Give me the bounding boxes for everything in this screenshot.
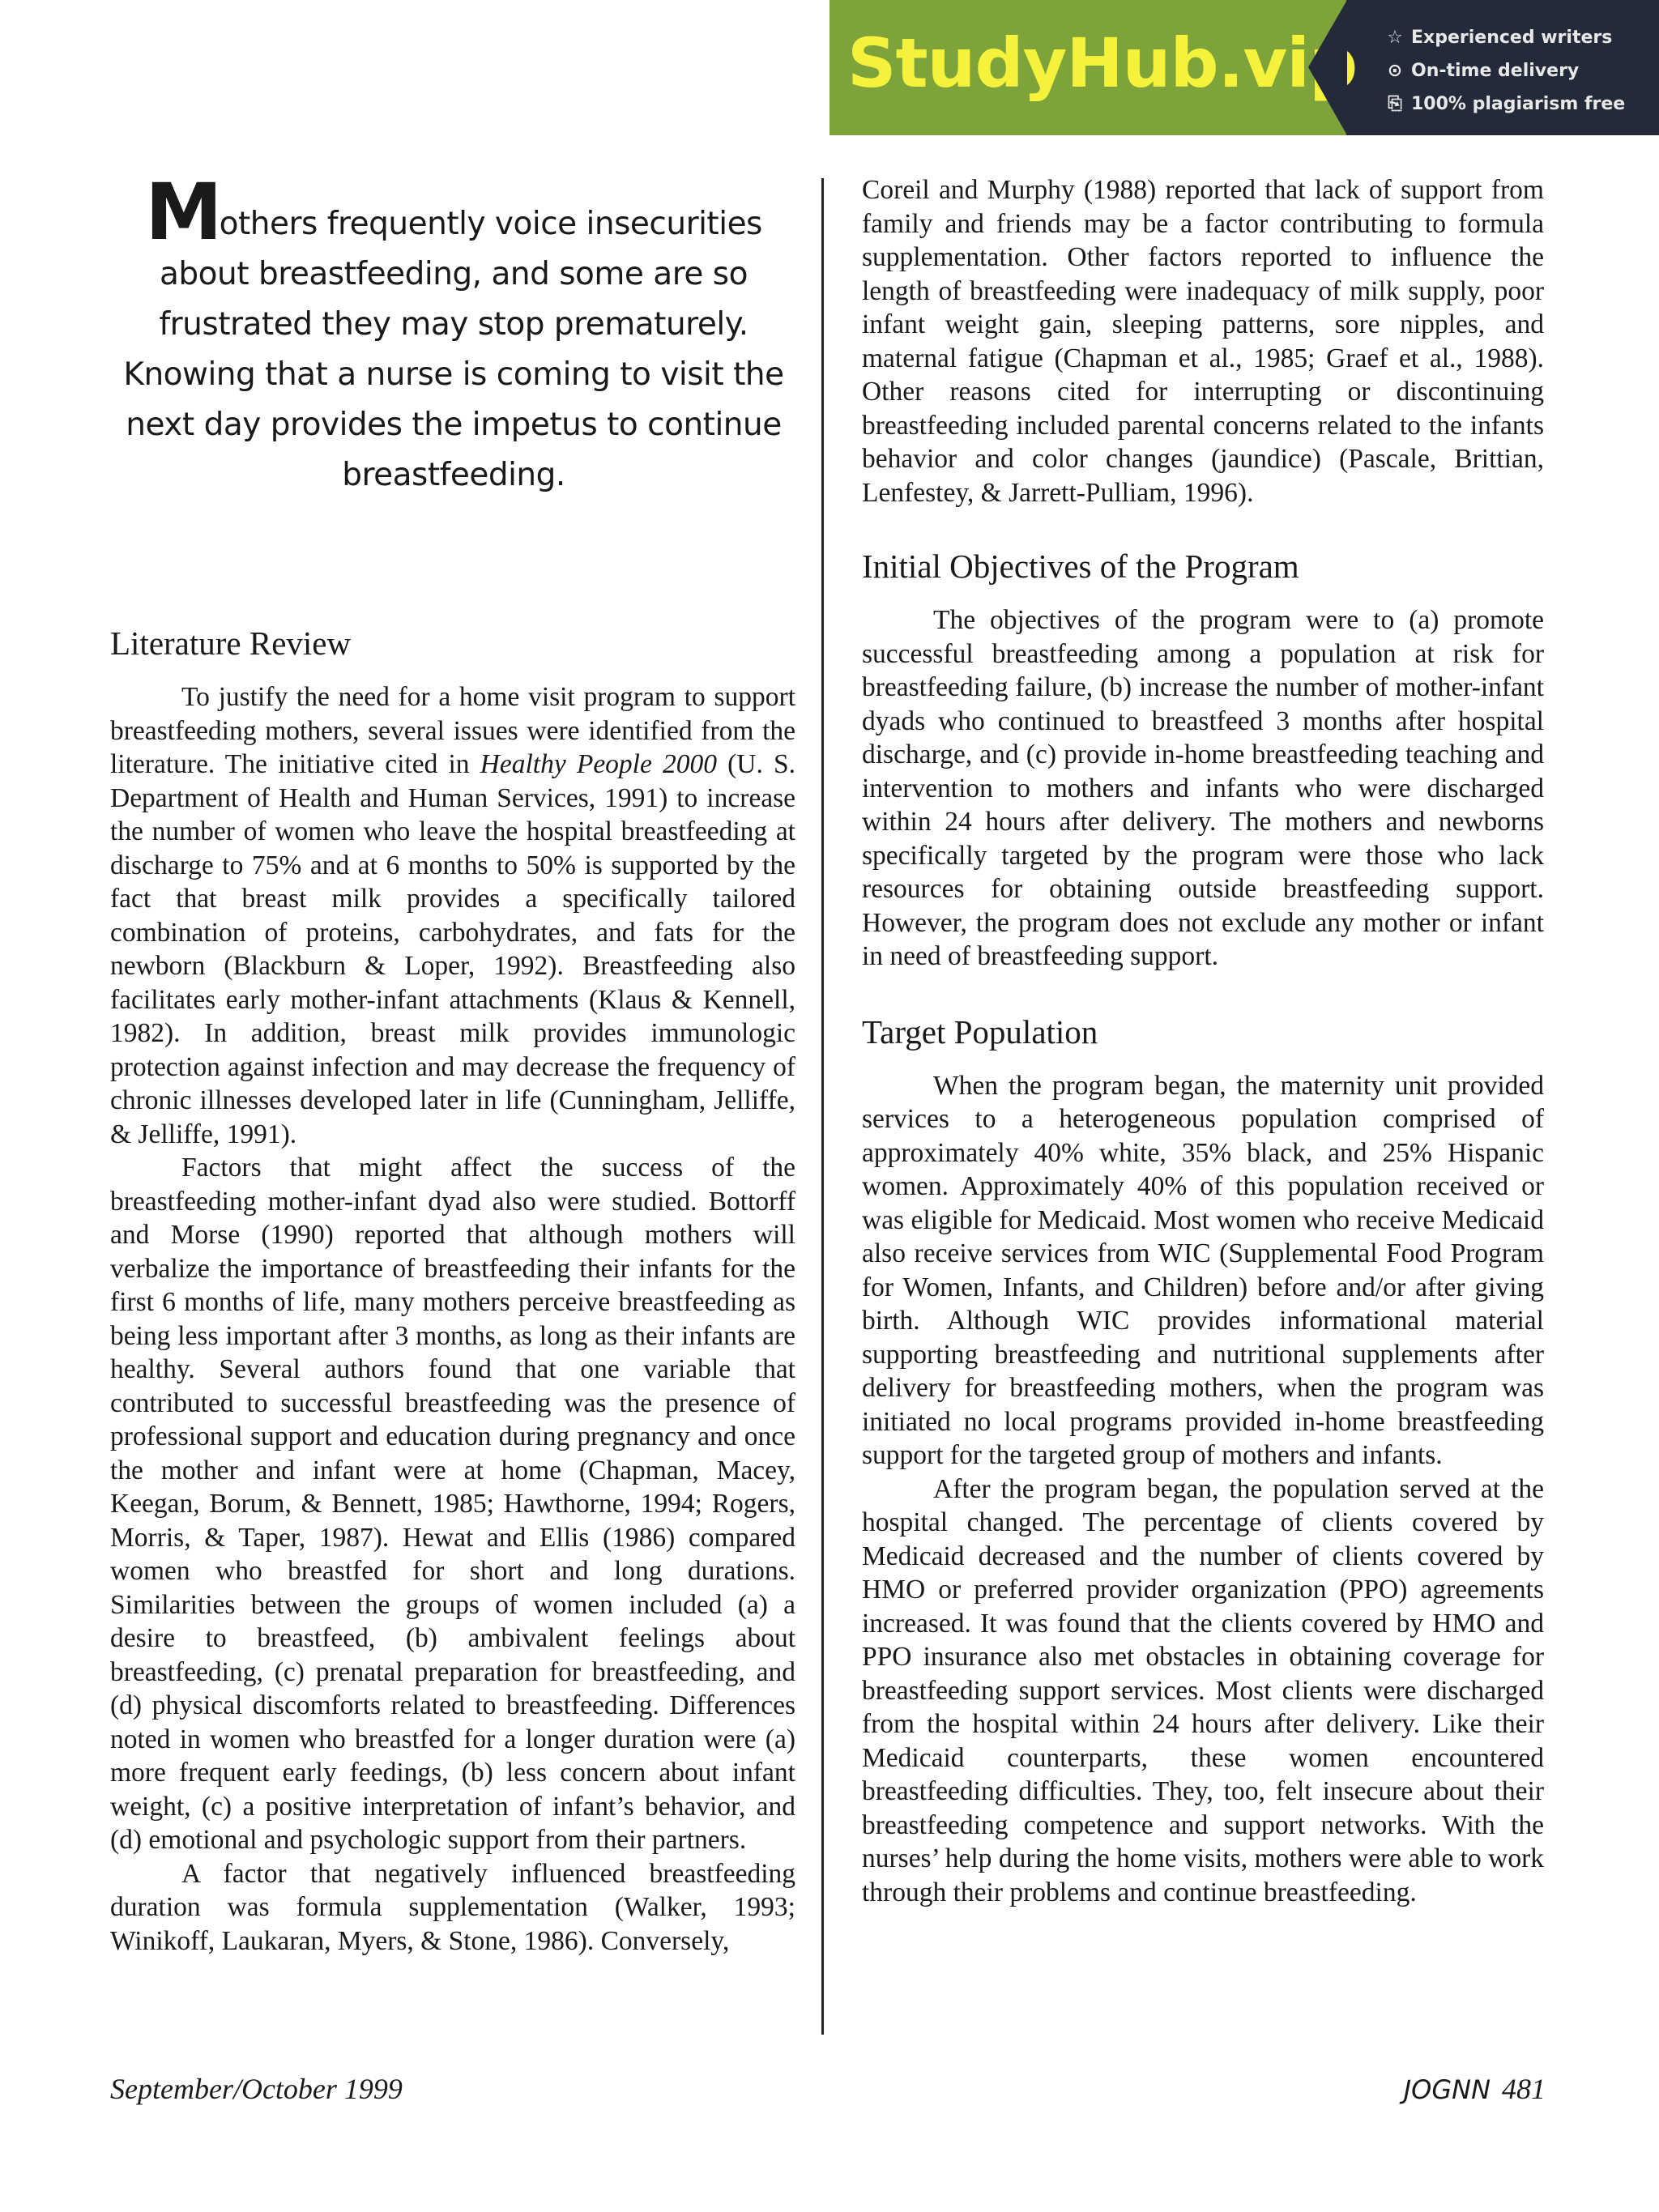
paragraph-text: (U. S. Department of Health and Human Services, 1991) to increase the number of women who leave the hospital breastfeeding at discharge to 75% and at 6 months to 50% is supported by the fact that breast milk provides a specifically tailored combination of proteins, carbohydrates, and fats for the newborn (Blackburn & Loper, 1992). Breastfeeding also facilitates early mother-infant attachments (Klaus & Kennell, 1982). In addition, breast milk provides immunologic protection against infection and may decrease the frequency of chronic illnesses developed later in life (Cunningham, Jelliffe, & Jelliffe, 1991). [110,749,795,1149]
section-heading-literature-review: Literature Review [110,624,352,662]
footer-date: September/October 1999 [110,2073,403,2105]
paragraph: After the program began, the population served at the hospital changed. The percentage of clients covered by Medicaid decreased and the number of clients covered by HMO or preferred provider organization (PPO) agreements increased. It was found that the clients covered by HMO and PPO insurance also met obstacles in obtaining coverage for breastfeeding support services. Most clients were discharged from the hospital within 24 hours after delivery. Like their Medicaid counterparts, these women encountered breastfeeding difficulties. They, too, felt insecure about their breastfeeding competence and support networks. With the nurses’ help during the home visits, mothers were able to work through their problems and continue breastfeeding. [862,1473,1544,1907]
page-number: 481 [1502,2073,1546,2105]
feature-row [1385,21,1659,54]
paragraph [110,680,795,1151]
feature-label: On-time delivery [1411,61,1580,81]
journal-name: JOGNN [1403,2074,1491,2105]
document-icon: ⎘ [1388,94,1402,114]
feature-label: 100% plagiarism free [1411,94,1626,114]
paragraph-text: To justify the need for a home visit program to support breastfeeding mothers, several issues were identified from the literature. The initiative cited in [110,682,795,779]
footer-page-info [1404,2072,1546,2106]
paragraph: A factor that negatively influenced breastfeeding duration was formula supplementation (Walker, 1993; Winikoff, Laukaran, Myers, & Stone, 1986). Conversely, [110,1858,795,1956]
cited-title: Healthy People 2000 [480,749,717,779]
drop-cap: M [145,167,220,258]
banner-features [1346,0,1659,135]
paragraph: When the program began, the maternity unit provided services to a heterogeneous population comprised of approximately 40% white, 35% black, and 25% Hispanic women. Approximately 40% of this population received or was eligible for Medicaid. Most women who receive Medicaid also receive services from WIC (Supplemental Food Program for Women, Infants, and Children) before and/or after giving birth. Although WIC provides informational material supporting breastfeeding and nutritional supplements after delivery for breastfeeding mothers, when the program was initiated no local programs provided in-home breastfeeding support for the targeted group of mothers and infants. [862,1070,1544,1470]
banner-brand-panel[interactable] [830,0,1358,135]
right-column [862,173,1544,1909]
section-heading-objectives: Initial Objectives of the Program [862,548,1299,585]
brand-logo[interactable]: StudyHub.vip [847,23,1358,103]
ad-banner[interactable] [830,0,1659,135]
pull-quote-text: others frequently voice insecurities about breastfeeding, and some are so frustrated they may stop prematurely. Knowing that a nurse is coming to visit the next day provides the impetus to continue breastfeeding. [123,206,784,493]
banner-arrow-shape [1308,0,1347,135]
feature-label: Experienced writers [1411,28,1613,48]
star-icon: ☆ [1387,28,1403,48]
feature-row [1385,87,1659,121]
feature-row [1385,54,1659,87]
column-divider [821,178,824,2035]
left-column [110,624,795,1958]
paragraph: Coreil and Murphy (1988) reported that lack of support from family and friends may be a factor contributing to formula supplementation. Other factors reported to influence the length of breastfeeding were inadequacy of milk supply, poor infant weight gain, sleeping patterns, sore nipples, and maternal fatigue (Chapman et al., 1985; Graef et al., 1988). Other reasons cited for interrupting or discontinuing breastfeeding included parental concerns related to the infants behavior and color changes (jaundice) (Pascale, Brittian, Lenfestey, & Jarrett-Pulliam, 1996). [862,175,1544,508]
section-heading-target-population: Target Population [862,1012,1098,1051]
clock-icon: ⊙ [1387,61,1403,81]
paragraph: Factors that might affect the success of the breastfeeding mother-infant dyad also were studied. Bottorff and Morse (1990) reported that although mothers will verbalize the importance of breastfeeding their infants for the first 6 months of life, many mothers perceive breastfeeding as being less important after 3 months, as long as their infants are healthy. Several authors found that one variable that contributed to successful breastfeeding was the presence of professional support and education during pregnancy and once the mother and infant were at home (Chapman, Macey, Keegan, Borum, & Bennett, 1985; Hawthorne, 1994; Rogers, Morris, & Taper, 1987). Hewat and Ellis (1986) compared women who breastfed for short and long durations. Similarities between the groups of women included (a) a desire to breastfeed, (b) ambivalent feelings about breastfeeding, (c) prenatal preparation for breastfeeding, and (d) physical discomforts related to breastfeeding. Differences noted in women who breastfed for a longer duration were (a) more frequent early feedings, (b) less concern about infant weight, (c) a positive interpretation of infant’s behavior, and (d) emotional and psychologic support from their partners. [110,1153,795,1855]
pull-quote [113,167,794,501]
paragraph: The objectives of the program were to (a) promote successful breastfeeding among a population at risk for breastfeeding failure, (b) increase the number of mother-infant dyads who continued to breastfeed 3 months after hospital discharge, and (c) provide in-home breastfeeding teaching and intervention to mothers and infants who were discharged within 24 hours after delivery. The mothers and newborns specifically targeted by the program were those who lack resources for obtaining outside breastfeeding support. However, the program does not exclude any mother or infant in need of breastfeeding support. [862,605,1544,971]
